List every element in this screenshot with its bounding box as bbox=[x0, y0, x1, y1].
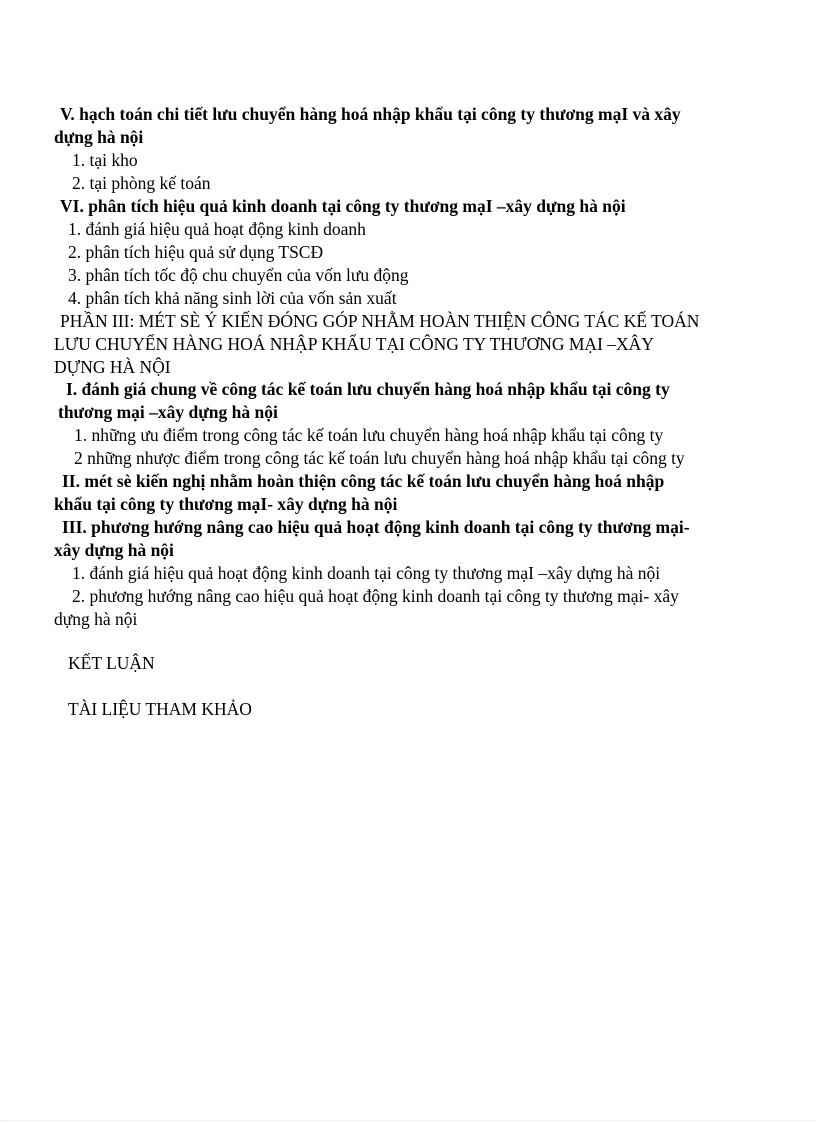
page-bottom-divider bbox=[0, 1120, 816, 1121]
toc-conclusion: KẾT LUẬN bbox=[68, 653, 155, 673]
heading-section-i-cont: thương mại –xây dựng hà nội bbox=[58, 402, 278, 422]
toc-item-i-1: 1. những ưu điểm trong công tác kế toán lưu chuyển hàng hoá nhập khẩu tại công ty bbox=[74, 425, 664, 445]
toc-item-v-1: 1. tại kho bbox=[72, 150, 138, 170]
toc-item-vi-4: 4. phân tích khả năng sinh lời của vốn sản xuất bbox=[68, 288, 397, 308]
toc-item-v-2: 2. tại phòng kế toán bbox=[72, 173, 211, 193]
toc-item-iii-2: 2. phương hướng nâng cao hiệu quả hoạt động kinh doanh tại công ty thương mại- xây bbox=[72, 586, 679, 606]
heading-section-i: I. đánh giá chung về công tác kế toán lưu chuyển hàng hoá nhập khẩu tại công ty bbox=[66, 379, 670, 399]
toc-item-vi-3: 3. phân tích tốc độ chu chuyển của vốn lưu động bbox=[68, 265, 409, 285]
heading-section-iii-cont: xây dựng hà nội bbox=[54, 540, 174, 560]
toc-item-iii-1: 1. đánh giá hiệu quả hoạt động kinh doanh tại công ty thương mạI –xây dựng hà nội bbox=[72, 563, 661, 583]
heading-section-ii: II. mét sè kiến nghị nhằm hoàn thiện công tác kế toán lưu chuyển hàng hoá nhập bbox=[62, 471, 665, 491]
toc-item-vi-1: 1. đánh giá hiệu quả hoạt động kinh doanh bbox=[68, 219, 366, 239]
heading-part-iii-cont-2: DỰNG HÀ NỘI bbox=[54, 357, 171, 377]
heading-section-vi: VI. phân tích hiệu quả kinh doanh tại công ty thương mạI –xây dựng hà nội bbox=[60, 196, 626, 216]
toc-references: TÀI LIỆU THAM KHẢO bbox=[68, 699, 252, 719]
heading-section-v-cont: dựng hà nội bbox=[54, 127, 144, 147]
toc-item-vi-2: 2. phân tích hiệu quả sử dụng TSCĐ bbox=[68, 242, 324, 262]
heading-section-iii: III. phương hướng nâng cao hiệu quả hoạt động kinh doanh tại công ty thương mại- bbox=[62, 517, 690, 537]
heading-section-v: V. hạch toán chi tiết lưu chuyển hàng hoá nhập khẩu tại công ty thương mạI và xây bbox=[60, 104, 681, 124]
heading-part-iii: PHẦN III: MÉT SÈ Ý KIẾN ĐÓNG GÓP NHẰM HOÀN THIỆN CÔNG TÁC KẾ TOÁN bbox=[60, 311, 700, 331]
toc-item-i-2: 2 những nhược điểm trong công tác kế toán lưu chuyển hàng hoá nhập khẩu tại công ty bbox=[74, 448, 685, 468]
heading-part-iii-cont-1: LƯU CHUYỂN HÀNG HOÁ NHẬP KHẨU TẠI CÔNG TY THƯƠNG MẠI –XÂY bbox=[54, 334, 654, 354]
heading-section-ii-cont: khẩu tại công ty thương mạI- xây dựng hà nội bbox=[54, 494, 398, 514]
toc-item-iii-2-cont: dựng hà nội bbox=[54, 609, 138, 629]
